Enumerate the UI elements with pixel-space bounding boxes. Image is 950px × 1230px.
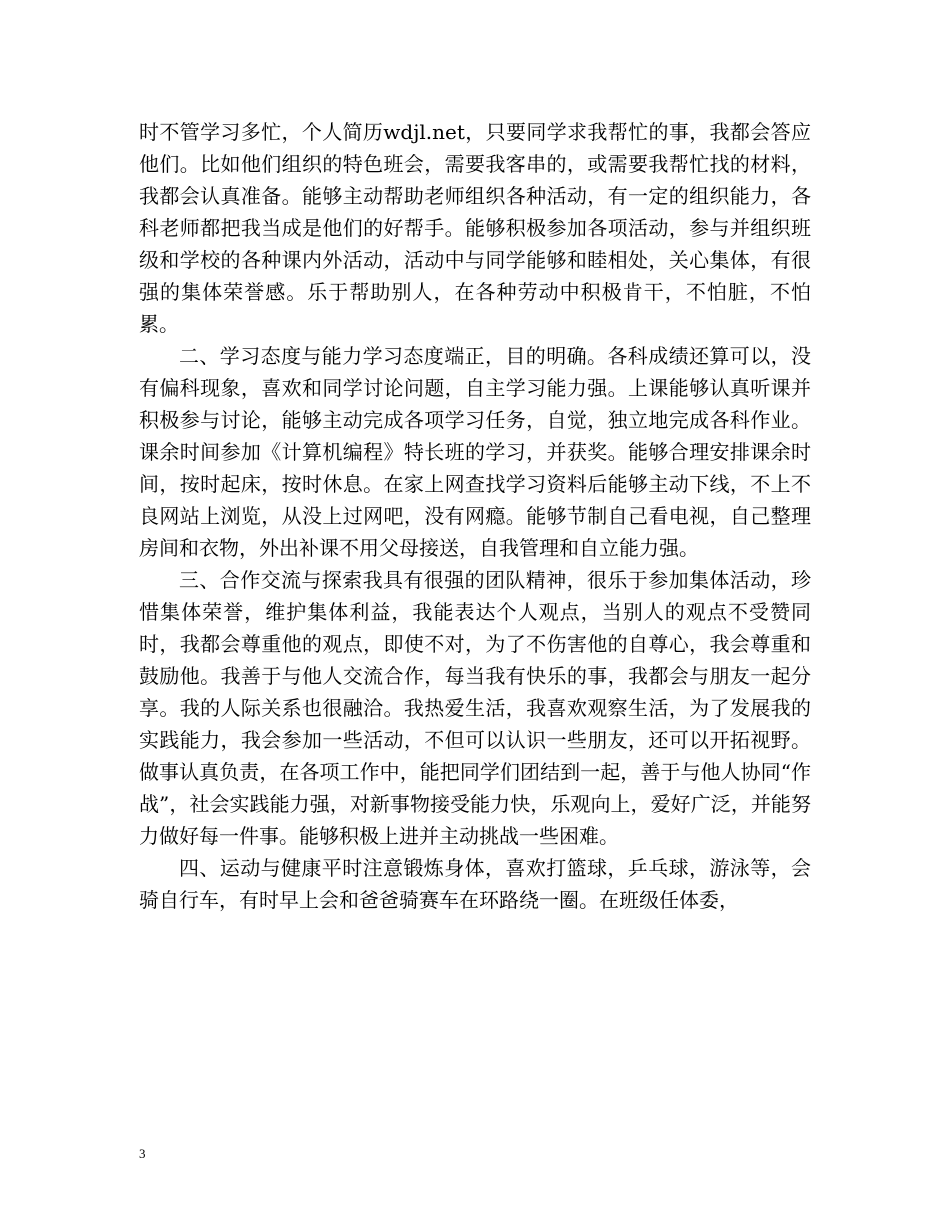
document-body <box>139 116 811 916</box>
paragraph-cooperation: 三、合作交流与探索我具有很强的团队精神，很乐于参加集体活动，珍惜集体荣誉，维护集体利益，我能表达个人观点，当别人的观点不受赞同时，我都会尊重他的观点，即使不对，为了不伤害他的自尊心，我会尊重和鼓励他。我善于与他人交流合作，每当我有快乐的事，我都会与朋友一起分享。我的人际关系也很融洽。我热爱生活，我喜欢观察生活，为了发展我的实践能力，我会参加一些活动，不但可以认识一些朋友，还可以开拓视野。做事认真负责，在各项工作中，能把同学们团结到一起，善于与他人协同“作战”，社会实践能力强，对新事物接受能力快，乐观向上，爱好广泛，并能努力做好每一件事。能够积极上进并主动挑战一些困难。 <box>139 568 811 848</box>
paragraph-learning-attitude: 二、学习态度与能力学习态度端正，目的明确。各科成绩还算可以，没有偏科现象，喜欢和同学讨论问题，自主学习能力强。上课能够认真听课并积极参与讨论，能够主动完成各项学习任务，自觉，独立地完成各科作业。课余时间参加《计算机编程》特长班的学习，并获奖。能够合理安排课余时间，按时起床，按时休息。在家上网查找学习资料后能够主动下线，不上不良网站上浏览，从没上过网吧，没有网瘾。能够节制自己看电视，自己整理房间和衣物，外出补课不用父母接送，自我管理和自立能力强。 <box>139 344 811 560</box>
paragraph-sports-health: 四、运动与健康平时注意锻炼身体，喜欢打篮球，乒乓球，游泳等，会骑自行车，有时早上会和爸爸骑赛车在环路绕一圈。在班级任体委， <box>139 856 811 912</box>
page-number: 3 <box>139 1146 146 1161</box>
paragraph-continuation: 时不管学习多忙，个人简历wdjl.net，只要同学求我帮忙的事，我都会答应他们。比如他们组织的特色班会，需要我客串的，或需要我帮忙找的材料，我都会认真准备。能够主动帮助老师组织各种活动，有一定的组织能力，各科老师都把我当成是他们的好帮手。能够积极参加各项活动，参与并组织班级和学校的各种课内外活动，活动中与同学能够和睦相处，关心集体，有很强的集体荣誉感。乐于帮助别人，在各种劳动中积极肯干，不怕脏，不怕累。 <box>139 120 811 336</box>
